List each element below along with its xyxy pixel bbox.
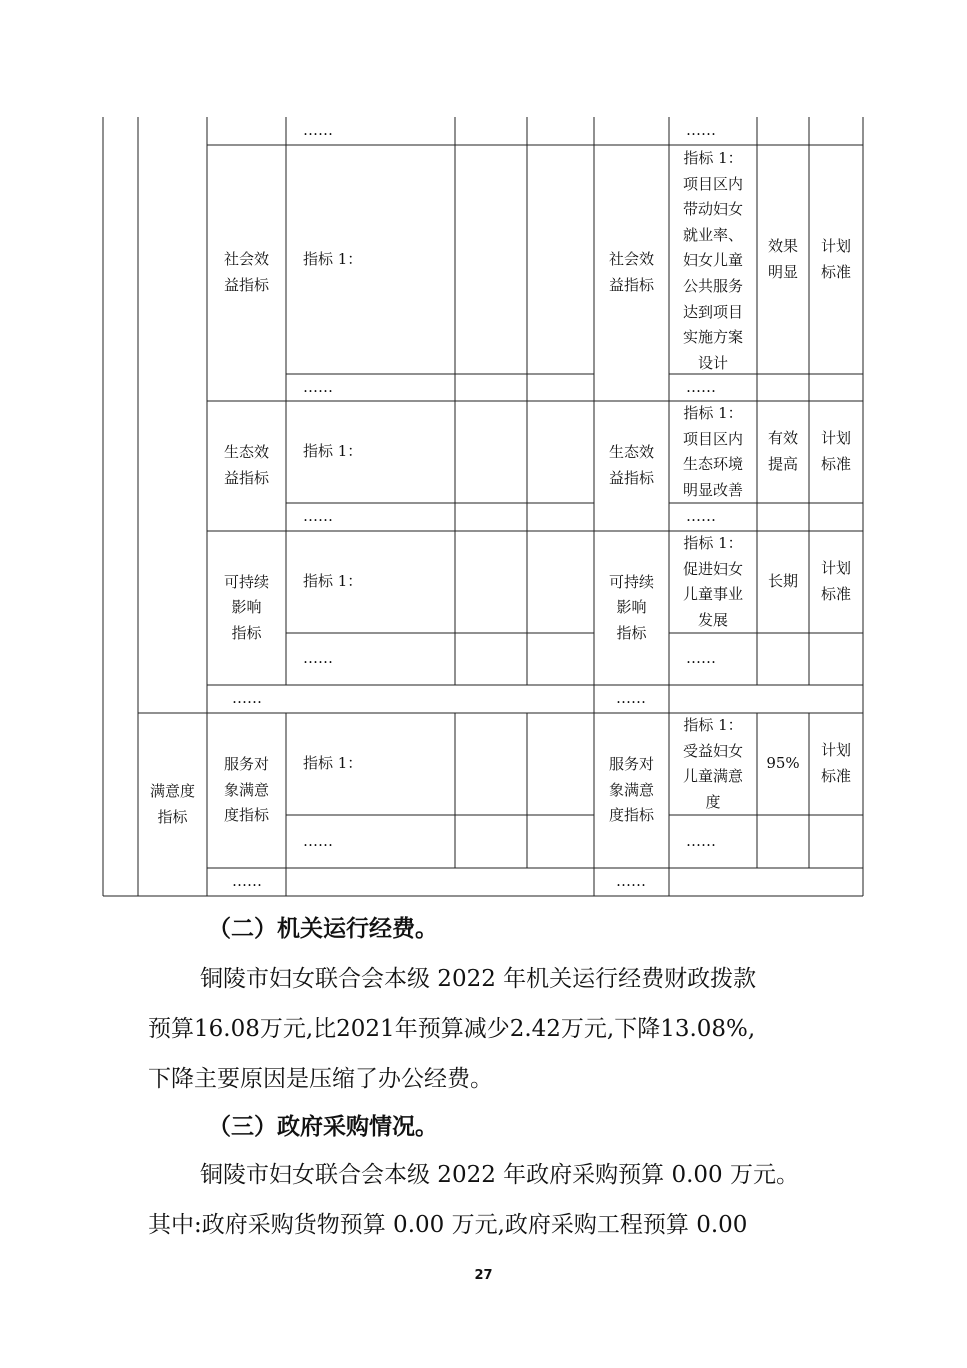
social-indicator-right: 指标 1： 项目区内 带动妇女 就业率、 妇女儿童 公共服务 达到项目 实施方案 设计 [682, 149, 743, 372]
benefit-more-right: …… [616, 689, 646, 708]
last-more-right: …… [616, 872, 646, 891]
social-benefit-label-left: 社会效 益指标 [223, 250, 269, 294]
sustain-label-left: 可持续 影响 指标 [223, 572, 269, 642]
continuation-ellipsis-right: …… [686, 121, 716, 140]
last-more-left: …… [232, 872, 262, 891]
sustain-more-right: …… [686, 649, 716, 668]
ecology-benefit-label-left: 生态效 益指标 [223, 443, 269, 487]
satisfaction-label-right: 服务对 象满意 度指标 [608, 755, 654, 825]
sustain-indicator-left: 指标 1： [303, 572, 363, 591]
paragraph-line: 下降主要原因是压缩了办公经费。 [148, 1066, 493, 1092]
satisfaction-label-left: 服务对 象满意 度指标 [223, 755, 269, 825]
sustain-more-left: …… [303, 649, 333, 668]
benefit-more-left: …… [232, 689, 262, 708]
page-number: 27 [474, 1268, 493, 1283]
satisfaction-indicator-left: 指标 1： [303, 754, 363, 773]
satisfaction-indicator-right: 指标 1： 受益妇女 儿童满意 度 [682, 716, 743, 811]
paragraph-line: 预算16.08万元,比2021年预算减少2.42万元,下降13.08%, [148, 1016, 756, 1042]
ecology-indicator-left: 指标 1： [303, 442, 363, 461]
social-more-right: …… [686, 377, 716, 396]
satisfaction-more-left: …… [303, 831, 333, 850]
satisfaction-value: 95% [766, 754, 800, 773]
paragraph-line: 其中:政府采购货物预算 0.00 万元,政府采购工程预算 0.00 [148, 1212, 748, 1238]
ecology-more-left: …… [303, 507, 333, 526]
ecology-indicator-right: 指标 1： 项目区内 生态环境 明显改善 [682, 404, 743, 499]
sustain-indicator-right: 指标 1： 促进妇女 儿童事业 发展 [682, 534, 743, 629]
satisfaction-more-right: …… [686, 831, 716, 850]
paragraph-line: 铜陵市妇女联合会本级 2022 年机关运行经费财政拨款 [200, 966, 757, 992]
social-value: 效果 明显 [767, 236, 798, 281]
satisfaction-category: 满意度 指标 [149, 781, 195, 826]
sustain-label-right: 可持续 影响 指标 [608, 572, 654, 642]
social-benefit-label-right: 社会效 益指标 [608, 250, 654, 294]
ecology-standard: 计划 标准 [820, 429, 851, 473]
ecology-benefit-label-right: 生态效 益指标 [608, 443, 654, 487]
social-indicator-left: 指标 1： [303, 249, 363, 268]
social-more-left: …… [303, 377, 333, 396]
sustain-standard: 计划 标准 [820, 559, 851, 603]
section-heading-operating-funds: （二）机关运行经费。 [208, 916, 438, 942]
satisfaction-standard: 计划 标准 [820, 741, 851, 785]
ecology-more-right: …… [686, 507, 716, 526]
sustain-value: 长期 [767, 572, 798, 591]
social-standard: 计划 标准 [820, 236, 851, 281]
paragraph-line: 铜陵市妇女联合会本级 2022 年政府采购预算 0.00 万元。 [200, 1162, 799, 1188]
section-heading-procurement: （三）政府采购情况。 [208, 1114, 438, 1140]
ecology-value: 有效 提高 [767, 429, 798, 473]
continuation-ellipsis-left: …… [303, 121, 333, 140]
